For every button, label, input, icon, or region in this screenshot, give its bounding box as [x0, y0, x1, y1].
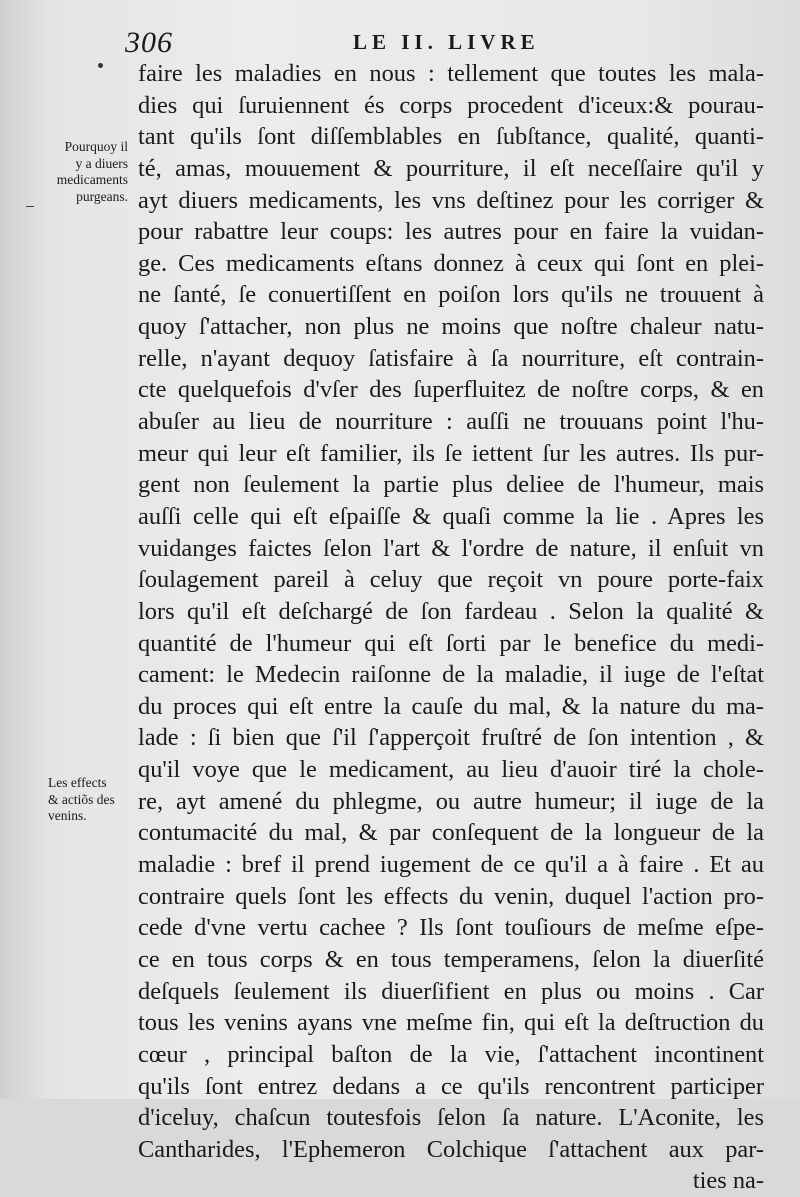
- text-line: ayt diuers medicaments, les vns deſtinez pour les corriger &: [138, 186, 764, 214]
- marginal-note-line: Pourquoy il: [64, 139, 128, 154]
- text-line: cœur , principal baſton de la vie, ſ'attachent incontinent: [138, 1040, 764, 1068]
- text-line: auſſi celle qui eſt eſpaiſſe & quaſi comme la lie . Apres les: [138, 502, 764, 530]
- margin-dash: [26, 206, 34, 207]
- text-line: cte quelquefois d'vſer des ſuperfluitez de noſtre corps, & en: [138, 376, 764, 404]
- printer-mark: [98, 63, 103, 68]
- running-head: LE II. LIVRE: [353, 30, 540, 54]
- text-line: ties na-: [692, 1167, 764, 1195]
- text-line: ſoulagement pareil à celuy que reçoit vn poure porte-faix: [138, 566, 764, 594]
- text-line: meur qui leur eſt familier, ils ſe iettent ſur les autres. Ils pur-: [138, 439, 764, 467]
- text-line: dies qui ſuruiennent és corps procedent d'iceux:& pourau-: [138, 91, 764, 119]
- text-line: lors qu'il eſt deſchargé de ſon fardeau . Selon la qualité &: [138, 597, 764, 625]
- marginal-note-line: purgeans.: [76, 188, 128, 204]
- page-header: [125, 26, 765, 60]
- text-line: maladie : bref il prend iugement de ce qu'il a à faire . Et au: [138, 851, 764, 879]
- marginal-note-venins: [48, 775, 140, 825]
- text-line: deſquels ſeulement ils diuerſifient en plus ou moins . Car: [138, 977, 764, 1005]
- text-line: abuſer au lieu de nourriture : auſſi ne trouuans point l'hu-: [138, 408, 764, 436]
- text-line: vuidanges faictes ſelon l'art & l'ordre de nature, il enſuit vn: [138, 534, 764, 562]
- text-line: quantité de l'humeur qui eſt ſorti par le benefice du medi-: [138, 629, 764, 657]
- text-line: contraire quels ſont les effects du venin, duquel l'action pro-: [138, 882, 764, 910]
- body-text: [138, 58, 764, 1197]
- text-line: pour rabattre leur coups: les autres pour en faire la vuidan-: [138, 218, 764, 246]
- text-line: cede d'vne vertu cachee ? Ils ſont touſiours de meſme eſpe-: [138, 914, 764, 942]
- text-line: faire les maladies en nous : tellement que toutes les mala-: [138, 60, 764, 87]
- marginal-note-line: Les effects: [48, 775, 107, 790]
- text-line: ne ſanté, ſe conuertiſſent en poiſon lors qu'ils ne trouuent à: [138, 281, 764, 309]
- marginal-note-line: venins.: [48, 808, 87, 823]
- text-line: tant qu'ils ſont diſſemblables en ſubſtance, qualité, quanti-: [138, 123, 764, 151]
- text-line: gent non ſeulement la partie plus deliee de l'humeur, mais: [138, 471, 764, 499]
- text-line: Cantharides, l'Ephemeron Colchique ſ'attachent aux par-: [138, 1135, 764, 1163]
- text-line: quoy ſ'attacher, non plus ne moins que noſtre chaleur natu-: [138, 313, 764, 341]
- text-line: qu'ils ſont entrez dedans a ce qu'ils rencontrent participer: [138, 1072, 764, 1100]
- marginal-note-purgeans: [40, 139, 128, 205]
- text-line: d'iceluy, chaſcun toutesfois ſelon ſa nature. L'Aconite, les: [138, 1104, 764, 1132]
- text-line: ge. Ces medicaments eſtans donnez à ceux qui ſont en plei-: [138, 249, 764, 277]
- text-line: re, ayt amené du phlegme, ou autre humeur; il iuge de la: [138, 787, 764, 815]
- text-line: tous les venins ayans vne meſme fin, qui eſt la deſtruction du: [138, 1009, 764, 1037]
- page-number: 306: [125, 26, 173, 59]
- text-line: du proces qui eſt entre la cauſe du mal, & la nature du ma-: [138, 692, 764, 720]
- marginal-note-line: y a diuers: [75, 155, 128, 171]
- marginal-note-line: medicaments: [56, 172, 128, 187]
- text-line: ce en tous corps & en tous temperamens, ſelon la diuerſité: [138, 945, 764, 973]
- text-line: relle, n'ayant dequoy ſatisfaire à ſa nourriture, eſt contrain-: [138, 344, 764, 372]
- text-line: qu'il voye que le medicament, au lieu d'auoir tiré la chole-: [138, 756, 764, 784]
- text-line: té, amas, mouuement & pourriture, il eſt neceſſaire qu'il y: [138, 154, 764, 182]
- text-line: lade : ſi bien que ſ'il ſ'apperçoit fruſtré de ſon intention , &: [138, 724, 764, 752]
- text-line: contumacité du mal, & par conſequent de la longueur de la: [138, 819, 764, 847]
- text-line: cament: le Medecin raiſonne de la maladie, il iuge de l'eſtat: [138, 661, 764, 689]
- marginal-note-line: & actiõs des: [48, 791, 115, 807]
